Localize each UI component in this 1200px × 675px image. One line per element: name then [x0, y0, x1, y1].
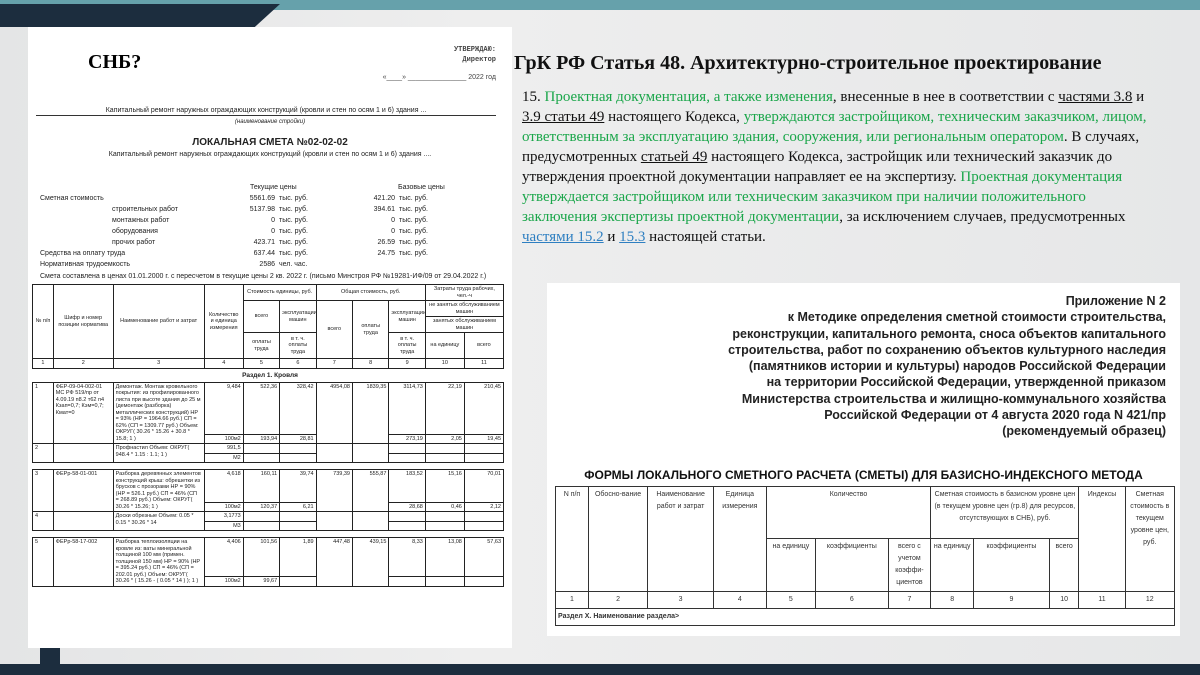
cost-row: [40, 215, 500, 226]
row-value: [243, 444, 279, 454]
col-per-unit: на единицу: [425, 333, 464, 359]
cost-label: Сметная стоимость: [40, 195, 104, 202]
row-value: 2,05: [425, 434, 464, 444]
cost-current: 5561.69: [249, 195, 275, 202]
col-total-cost: Общая стоимость, руб.: [316, 285, 425, 301]
row-value: [425, 577, 464, 587]
row-value: 99,67: [243, 577, 279, 587]
row-qty: 991,5: [204, 444, 243, 454]
col-number: 11: [464, 359, 503, 369]
row-unit: 100м2: [204, 577, 243, 587]
row-qty: 9,484: [204, 382, 243, 434]
col-mach2: эксплуатации машин: [389, 301, 425, 333]
cost-label: строительных работ: [112, 206, 179, 213]
row-value: [425, 521, 464, 531]
cost-current-unit: тыс. руб.: [279, 239, 308, 246]
col-mach: эксплуатации машин: [280, 301, 316, 333]
cost-current: 0: [271, 228, 275, 235]
col-number: 1: [556, 592, 589, 609]
cost-base: 0: [391, 228, 395, 235]
law-reference-link[interactable]: 3.9 статьи 49: [522, 109, 605, 125]
cost-base-unit: тыс. руб.: [399, 206, 428, 213]
row-value: [280, 521, 316, 531]
col-idx: Индексы: [1079, 487, 1125, 592]
row-n: 5: [33, 538, 54, 587]
col-number: 8: [931, 592, 974, 609]
law-reference-link[interactable]: 15.3: [619, 229, 646, 245]
highlighted-text: Проектная документация, а также изменения: [544, 89, 833, 105]
col-code: Шифр и номер позиции норматива: [53, 285, 113, 359]
row-value: [389, 444, 425, 454]
row-value: [243, 521, 279, 531]
cost-base-unit: тыс. руб.: [399, 217, 428, 224]
article-text: настоящей статьи.: [645, 229, 766, 245]
row-value: 2,12: [464, 502, 503, 512]
row-unit: 100м2: [204, 434, 243, 444]
row-code: ФЕРр-58-17-002: [53, 538, 113, 587]
appendix-line: строительства, работ по сохранению объектов культурного наследия: [728, 342, 1166, 357]
row-code: ФЕРр-58-01-001: [53, 470, 113, 512]
col-n: N п/п: [556, 487, 589, 592]
row-value: [464, 444, 503, 454]
col-number: 2: [53, 359, 113, 369]
cost-base-unit: тыс. руб.: [399, 239, 428, 246]
approve-role: Директор: [462, 56, 496, 64]
cost-current: 637.44: [253, 250, 275, 257]
cost-current-unit: тыс. руб.: [279, 206, 308, 213]
row-value: [389, 453, 425, 463]
col-number: 7: [888, 592, 931, 609]
approve-date: «____» _______________ 2022 год: [382, 74, 496, 81]
law-reference-link[interactable]: частями 3.8: [1058, 89, 1133, 105]
cost-base-unit: тыс. руб.: [399, 228, 428, 235]
col-pay-u: оплаты труда: [243, 333, 279, 359]
row-name: Разборка деревянных элементов конструкций крыш: обрешетки из брусков с прозорами НР = 90% (НР = 526.1 руб.) СП = 46% (СП = 268.89 руб.) Объем: ОКРУГ( 30.26 * 15.26; 1 ): [113, 470, 204, 512]
row-name: Демонтаж. Монтаж кровельного покрытия: из профилированного листа при высоте здания до 25 м (демонтаж (разборка) металлических конструкций) НР = 93% (НР = 1964.66 руб.) СП = 62% (СП = 1309.77 руб.) Объем: ОКРУГ( 30.26 * 15.26 + 30.8 * 15.8; 1 ): [113, 382, 204, 444]
col-all: всего: [243, 301, 279, 333]
row-value: 3114,73: [389, 382, 425, 434]
row-n: 4: [33, 512, 54, 531]
cost-current-unit: тыс. руб.: [279, 228, 308, 235]
cost-base: 0: [391, 217, 395, 224]
col-number: 7: [316, 359, 352, 369]
estimate-note: Смета составлена в ценах 01.01.2000 г. с пересчетом в текущие цены 2 кв. 2022 г. (письмо Минстроя РФ №19281-ИФ/09 от 29.04.2022 г.): [40, 273, 487, 280]
appendix-line: Российской Федерации от 4 августа 2020 года N 421/пр: [824, 408, 1166, 423]
estimate-table-header: [32, 284, 504, 369]
article-text: и: [603, 229, 620, 245]
local-estimate-document: [28, 27, 512, 648]
row-value: 193,94: [243, 434, 279, 444]
article-text: , внесенные в нее в соответствии с: [832, 89, 1059, 105]
cost-current-unit: тыс. руб.: [279, 250, 308, 257]
cost-base: 421.20: [373, 195, 395, 202]
row-value: 57,63: [464, 538, 503, 577]
cost-summary: [40, 182, 500, 270]
appendix-line: Приложение N 2: [1065, 294, 1166, 308]
row-value: 328,42: [280, 382, 316, 434]
col-labor: Затраты труда рабочих, чел.-ч: [425, 285, 503, 301]
col-total-coef: всего с учетом коэффи-циентов: [888, 539, 931, 592]
row-value: 273,19: [389, 434, 425, 444]
footer-notch: [40, 646, 60, 666]
col-number: 11: [1079, 592, 1125, 609]
row-value: 4954,08: [316, 382, 352, 444]
highlighted-text: Проектная документация утверждается застройщиком или техническим заказчиком при наличии положительного заключения экспертизы проектной документации: [522, 169, 1123, 225]
row-value: 1839,35: [353, 382, 389, 444]
row-value: 0,46: [425, 502, 464, 512]
appendix-line: на территории Российской Федерации, утвержденной приказом: [766, 375, 1166, 390]
row-value: [425, 453, 464, 463]
cost-row: [40, 226, 500, 237]
col-unit: Единица измерения: [714, 487, 767, 592]
row-value: [389, 512, 425, 522]
col-number: 10: [1049, 592, 1079, 609]
row-value: [464, 577, 503, 587]
row-qty: 4,618: [204, 470, 243, 503]
appendix-line: (рекомендуемый образец): [1002, 424, 1166, 439]
cost-row: [40, 193, 500, 204]
col-all3: всего: [464, 333, 503, 359]
appendix-document: [547, 283, 1180, 636]
col-incl: в т. ч. оплаты труда: [280, 333, 316, 359]
highlighted-text: утверждаются застройщиком, техническим заказчиком, лицом, ответственным за эксплуатацию здания, сооружения, или региональным оператором: [522, 109, 1147, 145]
col-per-unit2: на единицу: [931, 539, 974, 592]
col-number: 4: [204, 359, 243, 369]
estimate-lower-section: [28, 272, 512, 593]
row-qty: 3,1773: [204, 512, 243, 522]
col-number: 6: [816, 592, 888, 609]
col-basis: Обосно-вание: [588, 487, 647, 592]
row-n: 1: [33, 382, 54, 444]
col-n: № п/п: [33, 285, 54, 359]
col-number: 3: [113, 359, 204, 369]
article-text: настоящего Кодекса, застройщик или технический заказчик до утверждения проектной документации направляет ее на экспертизу.: [522, 149, 1113, 185]
law-reference-link[interactable]: частями 15.2: [522, 229, 604, 245]
col-current: Текущие цены: [250, 184, 297, 191]
row-value: [280, 577, 316, 587]
row-value: [280, 444, 316, 454]
row-name: Доски обрезные Объем: 0.05 * 0.15 * 30.26 * 14: [113, 512, 204, 531]
estimate-block: [32, 469, 504, 531]
construction-name: Капитальный ремонт наружных ограждающих конструкций (кровли и стен по осям 1 и 6) здания ...: [36, 107, 496, 116]
table-row: [33, 470, 504, 503]
row-value: 183,52: [389, 470, 425, 503]
cost-base: 394.61: [373, 206, 395, 213]
table-row: [33, 382, 504, 434]
article-text: 15.: [522, 89, 545, 105]
col-number: 5: [243, 359, 279, 369]
col-qty: Количество и единица измерения: [204, 285, 243, 359]
cost-row: [40, 237, 500, 248]
row-code: ФЕР-09-04-002-01 МС РФ 519/пр от 4.09.19 п8.2 т62 п4 Кзап=0,7; Кэм=0,7; Кмат=0: [53, 382, 113, 444]
cost-label: прочих работ: [112, 239, 156, 246]
estimate-block: [32, 537, 504, 587]
section-row: Раздел X. Наименование раздела>: [556, 609, 1175, 626]
row-value: [316, 512, 352, 531]
cost-current-unit: тыс. руб.: [279, 195, 308, 202]
row-value: 439,15: [353, 538, 389, 587]
col-base: Базовые цены: [398, 184, 445, 191]
article-text: и: [1132, 89, 1145, 105]
cost-current: 2586: [259, 261, 275, 268]
footer-bar: [0, 664, 1200, 675]
row-value: 28,68: [389, 502, 425, 512]
appendix-line: Министерства строительства и жилищно-коммунального хозяйства: [741, 391, 1166, 406]
law-reference-link[interactable]: статьей 49: [640, 149, 708, 165]
row-value: [389, 521, 425, 531]
col-cur: Сметная стоимость в текущем уровне цен, руб.: [1125, 487, 1174, 592]
col-number: 6: [280, 359, 316, 369]
row-name: Разборка теплоизоляции на кровле из: ваты минеральной толщиной 100 мм (примен. толщиной 150 мм) НР = 90% (НР = 395.24 руб.) СП = 46% (СП = 202.01 руб.) Объем: ОКРУГ( 30.26 * ( 15.26 - ( 0.05 * 14 ) ); 1 ): [113, 538, 204, 587]
row-value: 70,01: [464, 470, 503, 503]
cost-base: 26.59: [377, 239, 395, 246]
article-title: ГрК РФ Статья 48. Архитектурно-строительное проектирование: [514, 52, 1102, 74]
cost-row: [40, 259, 500, 270]
col-per-unit: на единицу: [766, 539, 815, 592]
row-value: 739,39: [316, 470, 352, 512]
article-text: . В случаях, предусмотренных: [522, 129, 1140, 165]
approve-label: УТВЕРЖДАЮ:: [453, 46, 496, 54]
col-unit-cost: Стоимость единицы, руб.: [243, 285, 316, 301]
row-n: 3: [33, 470, 54, 512]
col-qty: Количество: [766, 487, 931, 539]
row-value: 39,74: [280, 470, 316, 503]
col-all2: всего: [316, 301, 352, 359]
table-row: [33, 538, 504, 577]
estimate-subtitle: Капитальный ремонт наружных ограждающих конструкций (кровли и стен по осям 1 и 6) здания ....: [108, 151, 432, 158]
appendix-header: [566, 293, 1166, 440]
col-not-busy: не занятых обслуживанием машин: [425, 301, 503, 317]
row-value: 8,33: [389, 538, 425, 577]
col-number: 10: [425, 359, 464, 369]
cost-current-unit: тыс. руб.: [279, 217, 308, 224]
row-code: [53, 512, 113, 531]
row-value: [280, 512, 316, 522]
row-value: 13,08: [425, 538, 464, 577]
row-value: 555,87: [353, 470, 389, 512]
cost-label: Средства на оплату труда: [40, 250, 126, 257]
article-paragraph: [522, 87, 1162, 247]
col-number: 5: [766, 592, 815, 609]
row-value: [316, 444, 352, 463]
row-code: [53, 444, 113, 463]
row-value: [243, 512, 279, 522]
cost-label: монтажных работ: [112, 217, 170, 224]
table-row: [33, 444, 504, 454]
cost-current: 0: [271, 217, 275, 224]
row-value: 1,89: [280, 538, 316, 577]
row-unit: М2: [204, 453, 243, 463]
row-qty: 4,406: [204, 538, 243, 577]
approval-block: [383, 45, 496, 83]
appendix-line: реконструкции, капитального ремонта, сноса объектов капитального: [732, 326, 1166, 341]
col-number: 9: [974, 592, 1050, 609]
row-value: [280, 453, 316, 463]
row-value: 28,81: [280, 434, 316, 444]
col-busy: занятых обслуживанием машин: [425, 317, 503, 333]
col-coef2: коэффициенты: [974, 539, 1050, 592]
row-value: 19,45: [464, 434, 503, 444]
col-number: 8: [353, 359, 389, 369]
col-pay: оплаты труда: [353, 301, 389, 359]
col-number: 3: [648, 592, 714, 609]
col-name: Наименование работ и затрат: [648, 487, 714, 592]
row-unit: 100м2: [204, 502, 243, 512]
col-name: Наименование работ и затрат: [113, 285, 204, 359]
article-text: настоящего Кодекса,: [604, 109, 744, 125]
cost-current-unit: чел. час.: [279, 261, 308, 268]
col-total: всего: [1049, 539, 1079, 592]
cost-label: оборудования: [112, 228, 158, 235]
row-value: 522,36: [243, 382, 279, 434]
row-value: [464, 512, 503, 522]
row-name: Профнастил Объем: ОКРУГ( 948.4 * 1.15 : 1.1; 1 ): [113, 444, 204, 463]
cost-current: 423.71: [253, 239, 275, 246]
col-incl2: в т. ч. оплаты труда: [389, 333, 425, 359]
section-title: Раздел 1. Кровля: [242, 371, 298, 379]
col-coef: коэффициенты: [816, 539, 888, 592]
estimate-block: [32, 382, 504, 464]
row-value: [353, 512, 389, 531]
row-value: 210,45: [464, 382, 503, 434]
cost-base-unit: тыс. руб.: [399, 195, 428, 202]
col-number: 4: [714, 592, 767, 609]
cost-row: [40, 248, 500, 259]
appendix-line: (памятников истории и культуры) народов Российской Федерации: [748, 359, 1166, 374]
row-value: [243, 453, 279, 463]
article-text: , за исключением случаев, предусмотренных: [839, 209, 1126, 225]
table-row: [33, 512, 504, 522]
row-value: 101,56: [243, 538, 279, 577]
col-number: 2: [588, 592, 647, 609]
row-value: [425, 444, 464, 454]
row-value: 160,11: [243, 470, 279, 503]
row-value: 15,16: [425, 470, 464, 503]
cost-current: 5137.98: [249, 206, 275, 213]
form-table: [555, 486, 1175, 626]
row-value: [353, 444, 389, 463]
row-value: [464, 453, 503, 463]
appendix-line: к Методике определения сметной стоимости строительства,: [787, 310, 1166, 325]
row-value: 22,19: [425, 382, 464, 434]
row-value: 447,48: [316, 538, 352, 587]
cost-base-unit: тыс. руб.: [399, 250, 428, 257]
estimate-title: ЛОКАЛЬНАЯ СМЕТА №02-02-02: [192, 137, 348, 148]
snb-heading: СНБ?: [88, 51, 142, 73]
row-unit: М3: [204, 521, 243, 531]
row-value: [464, 521, 503, 531]
cost-base: 24.75: [377, 250, 395, 257]
cost-row: [40, 204, 500, 215]
form-title: ФОРМЫ ЛОКАЛЬНОГО СМЕТНОГО РАСЧЕТА (СМЕТЫ) ДЛЯ БАЗИСНО-ИНДЕКСНОГО МЕТОДА: [584, 468, 1143, 482]
col-cost: Сметная стоимость в базисном уровне цен (в текущем уровне цен (гр.8) для ресурсов, отсутствующих в СНБ), руб.: [931, 487, 1079, 539]
header-navy-shape: [0, 4, 280, 27]
col-number: 1: [33, 359, 54, 369]
construction-caption: (наименование стройки): [234, 119, 306, 125]
row-value: 120,37: [243, 502, 279, 512]
col-number: 12: [1125, 592, 1174, 609]
row-value: 6,21: [280, 502, 316, 512]
col-number: 9: [389, 359, 425, 369]
row-value: [425, 512, 464, 522]
row-value: [389, 577, 425, 587]
cost-label: Нормативная трудоемкость: [40, 261, 131, 268]
row-n: 2: [33, 444, 54, 463]
